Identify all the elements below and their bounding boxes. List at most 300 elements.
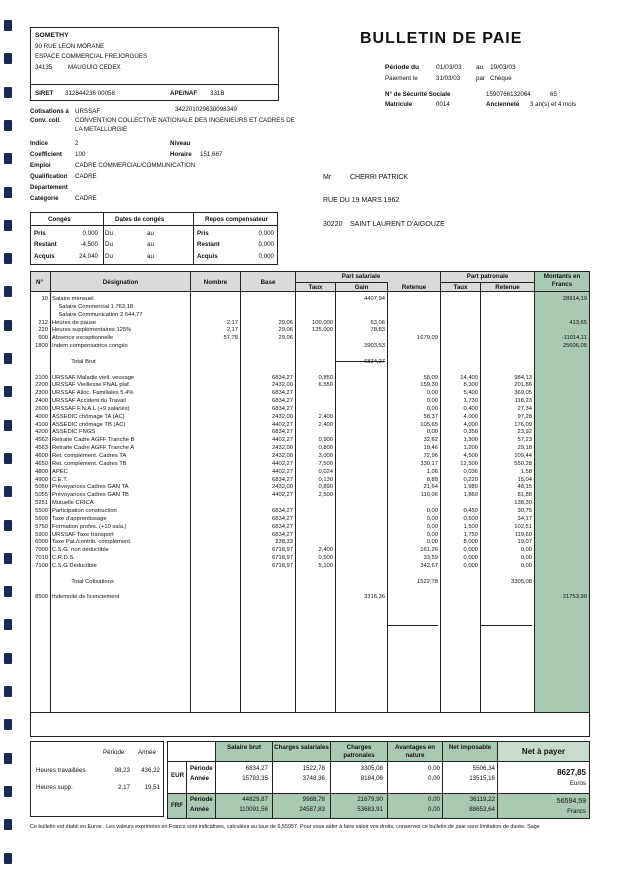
cell-des: Taxe Pat./contrib. complément.	[52, 539, 132, 546]
binder-hole	[4, 286, 12, 297]
repos-restant-label: Restant	[197, 241, 220, 248]
conges-restant: -4,500	[80, 241, 98, 248]
cell-base: 4402,27	[272, 460, 293, 467]
sum-salaire-brut: Salaire brut	[226, 744, 262, 751]
cell-des: URSSAF Accident du Travail	[52, 398, 126, 405]
binder-hole	[4, 553, 12, 564]
net-eur-currency: Euros	[569, 780, 586, 787]
ape-value: 331B	[210, 90, 225, 97]
repos-pris: 0,000	[258, 230, 274, 237]
hours-travaillees-annee: 436,22	[141, 767, 160, 774]
cell-rp: 1,58	[520, 468, 532, 475]
eur-label: EUR	[171, 772, 185, 779]
cell-num: 8500	[35, 594, 48, 601]
cell-num: 5500	[35, 507, 48, 514]
au-label: au	[147, 241, 154, 248]
cell-taux: 125,000	[312, 327, 333, 334]
summary-frf-annee-value: 110091,56	[239, 806, 268, 813]
hours-annee-label: Année	[138, 749, 156, 756]
cell-num: 5251	[35, 500, 48, 507]
cell-tp: 1,500	[463, 523, 478, 530]
hours-supp-label: Heures supp.	[36, 784, 73, 791]
col-retenue-patronale: Retenue	[495, 284, 520, 291]
cell-des: Salaire Commercial 1 763,18	[52, 303, 134, 310]
siret-label: SIRET	[35, 90, 54, 97]
net-frf-value: 56594,59	[556, 798, 586, 805]
summary-eur-annee-value: 0,00	[427, 775, 440, 782]
sum-net-a-payer: Net à payer	[521, 747, 566, 756]
cell-base: 238,33	[275, 539, 293, 546]
binder-hole	[4, 819, 12, 830]
cell-rp: 30,75	[517, 507, 532, 514]
cell-rp: 15,04	[517, 476, 532, 483]
cell-rp: 81,88	[517, 492, 532, 499]
summary-eur-periode-value: 5506,34	[472, 765, 495, 772]
binder-hole	[4, 719, 12, 730]
cell-rp: 0,00	[520, 547, 532, 554]
company-name: SOMETHY	[35, 32, 69, 39]
cell-base: 6834,27	[272, 390, 293, 397]
footer-note: Ce bulletin est établi en Euros . Les valeurs exprimées en Francs sont indicatives, calculées au taux de 6,55957. Pour vous aider à faire valoir vos droits, conservez ce bulletin de paie sans limitation de durée. Sage	[30, 824, 540, 830]
cell-des: URSSAF Alloc. Familiales 5.4%	[52, 390, 134, 397]
binder-hole	[4, 153, 12, 164]
cotisations-org: URSSAF	[75, 108, 101, 115]
ss-number: 1590766132064	[486, 91, 531, 98]
cell-taux: 2,400	[318, 421, 333, 428]
hours-travaillees-label: Heures travaillées	[36, 767, 86, 774]
restant-label: Restant	[34, 241, 57, 248]
hours-periode-label: Période	[103, 749, 125, 756]
summary-eur-periode-value: 3305,08	[360, 765, 383, 772]
cell-gain: 78,83	[370, 327, 385, 334]
du-label: Du	[105, 230, 113, 237]
cell-rp: 97,28	[517, 413, 532, 420]
acquis-label: Acquis	[34, 253, 55, 260]
payment-date: 31/03/03	[436, 75, 461, 82]
cell-tp: 0,450	[463, 507, 478, 514]
binder-hole	[4, 686, 12, 697]
period-label: Période du	[385, 64, 420, 71]
col-part-salariale: Part salariale	[341, 273, 381, 280]
cell-base: 2432,00	[272, 445, 293, 452]
cell-num: 6000	[35, 539, 48, 546]
cell-taux: 0,890	[318, 484, 333, 491]
cell-ret: 1522,78	[417, 578, 438, 585]
binder-hole	[4, 653, 12, 664]
divider	[193, 212, 194, 265]
binder-hole	[4, 53, 12, 64]
cell-num: 4100	[35, 421, 48, 428]
cell-base: 6834,27	[272, 523, 293, 530]
cell-ret: 32,62	[423, 437, 438, 444]
conv-text1: CONVENTION COLLECTIVE NATIONALE DES INGENIEURS ET CADRES DE	[75, 117, 295, 124]
cell-ret: 0,00	[426, 405, 438, 412]
col-line	[186, 761, 187, 819]
cell-des: URSSAF Taxe transport	[52, 531, 114, 538]
horaire-label: Horaire	[170, 151, 192, 158]
cell-taux: 0,850	[318, 374, 333, 381]
summary-frf-annee-value: 88653,64	[469, 806, 495, 813]
cell-taux: 5,100	[318, 562, 333, 569]
cell-taux: 2,400	[318, 547, 333, 554]
emploi-label: Emploi	[30, 162, 51, 169]
divider	[167, 761, 590, 762]
summary-eur-annee-value: 3748,36	[302, 775, 325, 782]
cell-rp: 369,05	[514, 390, 532, 397]
cell-fr: 413,65	[569, 319, 587, 326]
cell-base: 6718,97	[272, 562, 293, 569]
period-from: 01/03/03	[436, 64, 462, 71]
binder-hole	[4, 619, 12, 630]
binder-hole	[4, 253, 12, 264]
cell-taux: 0,800	[318, 445, 333, 452]
cell-taux: 3,000	[318, 453, 333, 459]
indice-label: Indice	[30, 140, 48, 147]
summary-eur-periode-value: 0,00	[427, 765, 440, 772]
conges-acquis: 24,040	[79, 253, 98, 260]
divider	[167, 793, 590, 794]
cell-base: 2432,00	[272, 453, 293, 459]
cell-des: Retraite Cadre AGFF Tranche B	[52, 437, 135, 444]
qualification-value: CADRE	[75, 173, 97, 180]
summary-frf-annee-value: 53683,91	[357, 806, 383, 813]
binder-hole	[4, 520, 12, 531]
divider	[440, 282, 534, 283]
cell-num: 4650	[35, 460, 48, 467]
cell-tp: 1,750	[463, 531, 478, 538]
cell-des: C.R.D.S.	[52, 555, 75, 562]
summary-frf-periode-value: 44829,87	[242, 796, 268, 803]
cell-gain: 63,06	[370, 319, 385, 326]
cell-ret: 19,46	[423, 445, 438, 452]
hours-travaillees-periode: 98,23	[114, 767, 130, 774]
cell-num: 5055	[35, 492, 48, 499]
cell-ret: 0,00	[426, 390, 438, 397]
cell-tp: 5,400	[463, 390, 478, 397]
hours-supp-periode: 2,17	[117, 784, 130, 791]
anciennete-value: 3 an(s) et 4 mois	[530, 101, 577, 108]
binder-hole	[4, 753, 12, 764]
cell-tp: 0,036	[463, 468, 478, 475]
ape-label: APE/NAF	[170, 90, 198, 97]
cell-des: URSSAF F.N.A.L (+9 salariés)	[52, 405, 130, 412]
cell-ret: 72,96	[423, 453, 438, 459]
cell-des: Ret. complément. Cadres TB	[52, 460, 127, 467]
col-num: N°	[36, 279, 43, 286]
cell-nb: 2,17	[226, 327, 238, 334]
cell-base: 6834,27	[272, 507, 293, 514]
cell-num: 5050	[35, 484, 48, 491]
repos-acquis-label: Acquis	[197, 253, 218, 260]
cell-rp: 19,07	[517, 539, 532, 546]
cell-ret: 0,00	[426, 523, 438, 530]
cell-rp: 0,00	[520, 555, 532, 562]
hours-supp-annee: 19,51	[144, 784, 160, 791]
cell-des: Heures supplémentaires 125%	[52, 327, 132, 334]
divider	[31, 291, 589, 292]
cell-ret: 105,65	[420, 421, 438, 428]
cell-base: 6834,27	[272, 374, 293, 381]
cell-tp: 0,000	[463, 562, 478, 569]
cell-num: 5600	[35, 515, 48, 522]
cell-rp: 3305,08	[511, 578, 532, 585]
cell-fr: 25606,05	[562, 343, 587, 350]
cell-rp: 27,34	[517, 405, 532, 412]
net-eur-value: 8627,85	[557, 768, 586, 777]
col-base: Base	[260, 279, 276, 286]
cell-num: 2400	[35, 398, 48, 405]
cell-num: 10	[41, 296, 48, 302]
cell-num: 5750	[35, 523, 48, 530]
binder-hole	[4, 786, 12, 797]
summary-frf-annee-value: 0,00	[427, 806, 440, 813]
cell-base: 2432,00	[272, 382, 293, 389]
cell-ret: 0,00	[426, 515, 438, 522]
emploi-value: CADRE COMMERCIAL/COMMUNICATION	[75, 162, 196, 169]
col-montants-francs: Montants en Francs	[543, 273, 581, 288]
frf-annee-label: Année	[190, 806, 209, 813]
sum-avantages: Avantages en nature	[394, 744, 435, 759]
cell-rp: 201,86	[514, 382, 532, 389]
matricule-label: Matricule	[385, 101, 413, 108]
cell-num: 4563	[35, 445, 48, 452]
cell-rp: 0,00	[520, 562, 532, 569]
cell-taux: 2,500	[318, 492, 333, 499]
cell-base: 6834,27	[272, 398, 293, 405]
coefficient-label: Coefficient	[30, 151, 62, 158]
cell-fr: 28914,19	[562, 296, 587, 302]
sum-net-imposable: Net imposable	[448, 744, 492, 751]
summary-eur-annee-value: 13515,16	[469, 775, 495, 782]
conges-pris: 0,000	[82, 230, 98, 237]
cell-num: 7010	[35, 555, 48, 562]
cell-des: C.E.T.	[52, 476, 68, 483]
cell-taux: 0,130	[318, 476, 333, 483]
cell-fr: -11014,11	[561, 335, 587, 342]
cell-base: 29,06	[278, 327, 293, 334]
payment-par: par	[476, 75, 485, 82]
cell-num: 220	[38, 327, 48, 334]
cell-rp: 109,44	[514, 453, 532, 459]
document-title: BULLETIN DE PAIE	[360, 30, 523, 47]
binder-hole	[4, 353, 12, 364]
coefficient-value: 100	[75, 151, 86, 158]
cell-des: Ret. complément. Cadres TA	[52, 453, 127, 459]
eur-annee-label: Année	[190, 775, 209, 782]
cell-base: 2432,00	[272, 484, 293, 491]
cell-base: 6718,97	[272, 555, 293, 562]
cell-ret: 33,59	[423, 555, 438, 562]
company-postcode: 34135	[35, 64, 53, 71]
divider	[30, 225, 278, 226]
repos-acquis: 0,000	[258, 253, 274, 260]
cell-rp: 119,60	[514, 531, 532, 538]
summary-eur-periode-value: 1522,78	[302, 765, 325, 772]
cell-des: C.S.G. non déductible	[52, 547, 109, 554]
cell-ret: 0,00	[426, 531, 438, 538]
cell-num: 4600	[35, 453, 48, 459]
cell-ret: 0,00	[426, 539, 438, 546]
cell-ret: 8,88	[426, 476, 438, 483]
cell-gain: 4407,94	[364, 296, 385, 302]
sum-charges-sal: Charges salariales	[274, 744, 329, 751]
cell-rp: 57,23	[517, 437, 532, 444]
col-designation: Désignation	[102, 279, 139, 286]
cell-ret: 1,06	[426, 468, 438, 475]
matricule-value: 0014	[436, 101, 450, 108]
cell-base: 6834,27	[272, 405, 293, 412]
cell-gain: 3903,53	[364, 343, 385, 350]
indice-value: 2	[75, 140, 79, 147]
cell-base: 4402,27	[272, 421, 293, 428]
pris-label: Pris	[34, 230, 46, 237]
qualification-label: Qualification	[30, 173, 68, 180]
cell-base: 6718,97	[272, 547, 293, 554]
binder-hole	[4, 87, 12, 98]
binder-hole	[4, 386, 12, 397]
binder-hole	[4, 220, 12, 231]
employee-postcode: 30220	[323, 221, 343, 228]
col-nombre: Nombre	[203, 279, 228, 286]
cell-gain: 3316,36	[364, 594, 385, 601]
summary-frf-periode-value: 9988,78	[302, 796, 325, 803]
cell-des: Indem compensatrice congés	[52, 343, 128, 350]
cell-tp: 4,000	[463, 413, 478, 420]
cell-tp: 0,400	[463, 405, 478, 412]
binder-hole	[4, 120, 12, 131]
cell-rp: 29,18	[517, 445, 532, 452]
conv-text2: LA METALLURGIE	[75, 126, 128, 133]
anciennete-label: Ancienneté	[486, 101, 520, 108]
cell-tp: 0,350	[463, 429, 478, 436]
cell-ret: 0,00	[426, 398, 438, 405]
cell-tp: 4,000	[463, 421, 478, 428]
cell-tp: 1,300	[463, 437, 478, 444]
summary-frf-periode-value: 21679,90	[357, 796, 383, 803]
summary-eur-periode-value: 6834,27	[245, 765, 268, 772]
cell-base: 6834,27	[272, 476, 293, 483]
cell-des: Indemnité de licenciement	[52, 594, 120, 601]
cell-tp: 14,400	[460, 374, 478, 381]
col-part-patronale: Part patronale	[466, 273, 509, 280]
du-label: Du	[105, 253, 113, 260]
repos-restant: 0,000	[258, 241, 274, 248]
total-rule	[336, 361, 385, 362]
cell-des: Prévoyances Cadres GAN TA	[52, 484, 129, 491]
cell-taux: 6,550	[318, 382, 333, 389]
ss-key: 65	[550, 91, 557, 98]
cell-tp: 0,000	[463, 555, 478, 562]
cell-tp: 1,730	[463, 398, 478, 405]
cell-tp: 1,980	[463, 484, 478, 491]
divider	[295, 282, 387, 283]
company-address2: ESPACE COMMERCIAL FREJORGUES	[35, 53, 148, 60]
sum-charges-pat: Charges patronales	[343, 744, 375, 759]
cell-num: 7100	[35, 562, 48, 569]
cell-num: 1800	[35, 343, 48, 350]
cell-des: APEC	[52, 468, 68, 475]
company-city: MAUGUIO CEDEX	[68, 64, 121, 71]
cell-des: Taxe d'apprentissage	[52, 515, 107, 522]
cell-num: 2300	[35, 390, 48, 397]
cell-num: 4562	[35, 437, 48, 444]
cell-des: Absence exceptionnelle	[52, 335, 114, 342]
cell-base: 2432,00	[272, 413, 293, 420]
cell-des: Retraite Cadre AGFF Tranche A	[52, 445, 135, 452]
binder-hole	[4, 853, 12, 864]
col-taux-patronal: Taux	[453, 284, 468, 291]
cell-rp: 118,23	[514, 398, 532, 405]
cell-ret: 1679,09	[417, 335, 438, 342]
repos-pris-label: Pris	[197, 230, 209, 237]
cell-tp: 0,000	[463, 547, 478, 554]
employee-name: CHERRI PATRICK	[350, 174, 409, 181]
horaire-value: 151,667	[200, 151, 223, 158]
summary-frf-periode-value: 36119,22	[469, 796, 495, 803]
summary-eur-annee-value: 15783,35	[242, 775, 268, 782]
cell-rp: 34,17	[517, 515, 532, 522]
siret-value: 312844236 00058	[65, 90, 115, 97]
cell-des: Salaire Communication 2 644,77	[52, 311, 143, 318]
cell-num: 7000	[35, 547, 48, 554]
divider	[31, 712, 589, 713]
cell-rp: 48,15	[517, 484, 532, 491]
cell-base: 29,06	[278, 335, 293, 342]
summary-frf-periode-value: 0,00	[427, 796, 440, 803]
conv-label: Conv. coll.	[30, 117, 61, 124]
eur-periode-label: Période	[190, 765, 213, 772]
cell-des: Formation profes. (+10 sala.)	[52, 523, 127, 530]
total-rule	[481, 625, 532, 626]
cell-fr: 21753,90	[562, 594, 587, 601]
departement-label: Département	[30, 184, 68, 191]
cell-num: 2100	[35, 374, 48, 381]
cell-num: 2200	[35, 382, 48, 389]
cell-nb: 2,17	[226, 319, 238, 326]
cell-num: 4800	[35, 468, 48, 475]
au-label: au	[147, 230, 154, 237]
au-label: au	[147, 253, 154, 260]
cell-rp: 102,51	[514, 523, 532, 530]
summary-eur-annee-value: 8184,06	[360, 775, 383, 782]
cell-des: Prévoyances Cadres GAN TB	[52, 492, 129, 499]
cell-tp: 1,200	[463, 445, 478, 452]
company-address1: 90 RUE LEON MORANE	[35, 43, 105, 50]
dates-conges-label: Dates de congés	[115, 216, 165, 223]
col-taux: Taux	[308, 284, 323, 291]
cell-des: URSSAF Maladie vieil. veuvage	[52, 374, 135, 381]
employee-city: SAINT LAURENT D'AIGOUZE	[350, 221, 445, 228]
employee-civility: Mr	[323, 174, 332, 181]
cell-tp: 4,500	[463, 453, 478, 459]
cell-base: 6834,27	[272, 515, 293, 522]
cell-ret: 330,17	[420, 460, 438, 467]
cell-nb: 57,78	[223, 335, 238, 342]
divider	[103, 212, 104, 265]
cell-taux: 0,900	[318, 437, 333, 444]
categorie-label: Catégorie	[30, 195, 59, 202]
period-au: au	[476, 64, 484, 71]
cell-des: Total Brut	[52, 358, 96, 365]
cell-num: 212	[38, 319, 48, 326]
cell-base: 6834,27	[272, 531, 293, 538]
cell-rp: 984,13	[514, 374, 532, 381]
cell-tp: 8,300	[463, 382, 478, 389]
summary-frf-annee-value: 24587,83	[299, 806, 325, 813]
cell-ret: 110,06	[420, 492, 438, 499]
cell-taux: 0,024	[318, 468, 333, 475]
col-line	[50, 272, 51, 712]
